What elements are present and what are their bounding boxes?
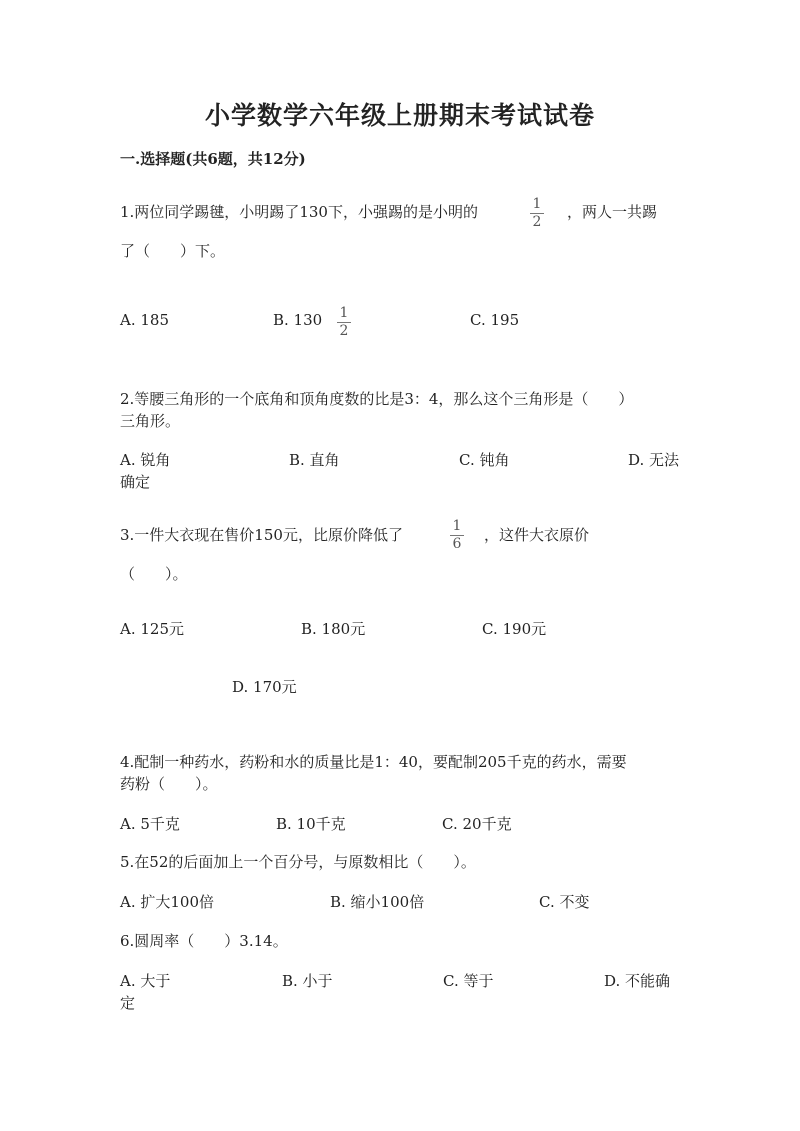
q1-fraction (528, 197, 546, 230)
q6-option-d: D. 不能确 (604, 972, 671, 990)
q3-stem-line1a: 3.一件大衣现在售价150元，比原价降低了 (120, 526, 403, 544)
section-heading: 一.选择题(共6题，共12分) (120, 150, 306, 168)
q2-stem-line1: 2.等腰三角形的一个底角和顶角度数的比是3：4，那么这个三角形是（ ） (120, 390, 634, 408)
q1-stem-line2: 了（ ）下。 (120, 242, 226, 260)
q2-option-c: C. 钝角 (459, 451, 510, 469)
q2-option-a: A. 锐角 (120, 451, 171, 469)
q1-option-b: B. 130 (273, 311, 323, 329)
q3-option-d: D. 170元 (232, 678, 297, 696)
q6-option-d-wrap: 定 (120, 994, 136, 1012)
q4-option-c: C. 20千克 (442, 815, 512, 833)
q3-stem-line2: （ ）。 (120, 565, 188, 583)
q1-stem-line1a: 1.两位同学踢毽，小明踢了130下，小强踢的是小明的 (120, 203, 478, 221)
q6-option-b: B. 小于 (282, 972, 333, 990)
q5-option-b: B. 缩小100倍 (330, 893, 425, 911)
q3-stem-line1b: ，这件大衣原价 (484, 526, 590, 544)
q4-stem-line2: 药粉（ ）。 (120, 775, 218, 793)
q3-fraction-denominator: 6 (452, 536, 462, 552)
q3-fraction (448, 519, 466, 552)
q1-stem-line1b: ，两人一共踢 (567, 203, 658, 221)
q1-option-b-fraction-numerator: 1 (339, 305, 349, 321)
q1-option-c: C. 195 (470, 311, 520, 329)
q2-option-d-wrap: 确定 (120, 473, 151, 491)
q1-fraction-numerator: 1 (532, 196, 542, 212)
q3-option-a: A. 125元 (120, 620, 184, 638)
q1-option-a: A. 185 (120, 311, 169, 329)
q6-option-c: C. 等于 (443, 972, 494, 990)
q2-option-d: D. 无法 (628, 451, 680, 469)
q1-fraction-denominator: 2 (532, 214, 542, 230)
q3-fraction-numerator: 1 (452, 518, 462, 534)
q5-option-c: C. 不变 (539, 893, 590, 911)
q2-option-b: B. 直角 (289, 451, 340, 469)
page-title: 小学数学六年级上册期末考试试卷 (204, 101, 595, 130)
q5-stem-line1: 5.在52的后面加上一个百分号，与原数相比（ ）。 (120, 853, 476, 871)
q6-stem-line1: 6.圆周率（ ）3.14。 (120, 932, 288, 950)
q1-option-b-fraction (335, 306, 353, 339)
q4-stem-line1: 4.配制一种药水，药粉和水的质量比是1：40，要配制205千克的药水，需要 (120, 753, 627, 771)
q3-option-b: B. 180元 (301, 620, 366, 638)
q4-option-b: B. 10千克 (276, 815, 346, 833)
q1-option-b-fraction-denominator: 2 (339, 323, 349, 339)
q3-option-c: C. 190元 (482, 620, 547, 638)
q4-option-a: A. 5千克 (120, 815, 180, 833)
q5-option-a: A. 扩大100倍 (120, 893, 214, 911)
q6-option-a: A. 大于 (120, 972, 171, 990)
q2-stem-line2: 三角形。 (120, 412, 181, 430)
